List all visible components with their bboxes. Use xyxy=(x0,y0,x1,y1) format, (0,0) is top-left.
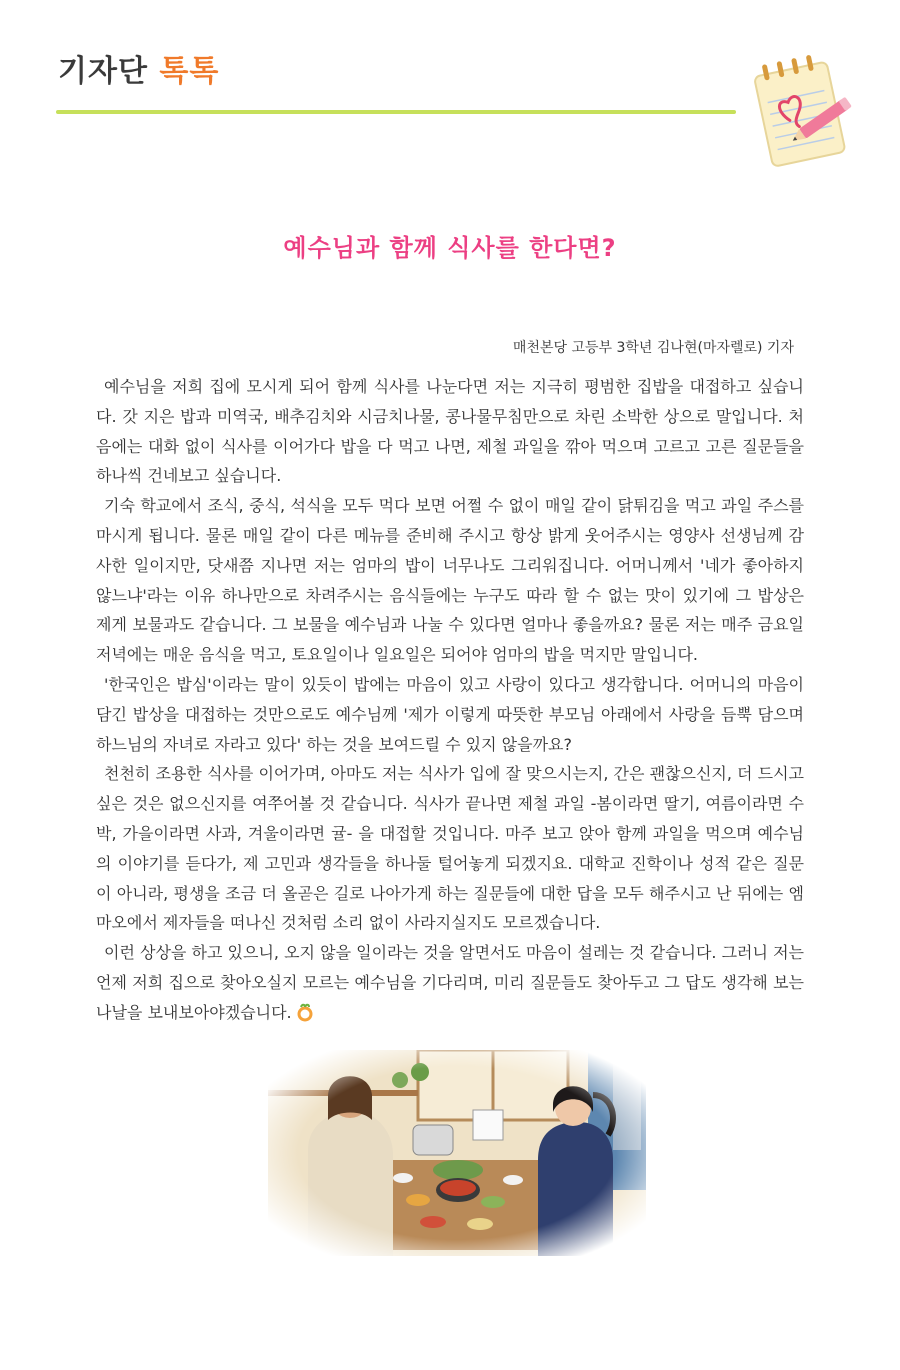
article-byline: 매천본당 고등부 3학년 김나현(마자렐로) 기자 xyxy=(512,340,794,356)
end-mark-icon xyxy=(295,1003,315,1023)
article-paragraph: 기숙 학교에서 조식, 중식, 석식을 모두 먹다 보면 어쩔 수 없이 매일 같이 닭튀김을 먹고 과일 주스를 마시게 됩니다. 물론 매일 같이 다른 메뉴를 준비해 주시고 항상 밝게 웃어주시는 영양사 선생님께 감사한 일이지만, 닷새쯤 지나면 저는 엄마의 밥이 너무나도 그리워집니다. 어머니께서 '네가 좋아하지 않느냐'라는 이유 하나만으로 차려주시는 음식들에는 누구도 따라 할 수 없는 맛이 있기에 그 밥상은 제게 보물과도 같습니다. 그 보물을 예수님과 나눌 수 있다면 얼마나 좋을까요? 물론 저는 매주 금요일 저녁에는 매운 음식을 먹고, 토요일이나 일요일은 되어야 엄마의 밥을 먹지만 말입니다. xyxy=(96,496,804,665)
article-paragraph: '한국인은 밥심'이라는 말이 있듯이 밥에는 마음이 있고 사랑이 있다고 생각합니다. 어머니의 마음이 담긴 밥상을 대접하는 것만으로도 예수님께 '제가 이렇게 따뜻한 부모님 아래에서 사랑을 듬뿍 담으며 하느님의 자녀로 자라고 있다' 하는 것을 보여드릴 수 있지 않을까요? xyxy=(96,674,804,754)
article-paragraph: 천천히 조용한 식사를 이어가며, 아마도 저는 식사가 입에 잘 맞으시는지, 간은 괜찮으신지, 더 드시고 싶은 것은 없으신지를 여쭈어볼 것 같습니다. 식사가 끝나면 제철 과일 -봄이라면 딸기, 여름이라면 수박, 가을이라면 사과, 겨울이라면 귤- 을 대접할 것입니다. 마주 보고 앉아 함께 과일을 먹으며 예수님의 이야기를 듣다가, 제 고민과 생각들을 하나둘 털어놓게 되겠지요. 대학교 진학이나 성적 같은 질문이 아니라, 평생을 조금 더 올곧은 길로 나아가게 하는 질문들에 대한 답을 모두 해주시고 난 뒤에는 엠마오에서 제자들을 떠나신 것처럼 소리 없이 사라지실지도 모르겠습니다. xyxy=(96,764,804,933)
article-paragraph-last xyxy=(96,938,804,1027)
section-title-main: 기자단 xyxy=(58,54,148,89)
section-title xyxy=(58,46,219,90)
article-body xyxy=(96,372,804,1028)
article-paragraph-text: 이런 상상을 하고 있으니, 오지 않을 일이라는 것을 알면서도 마음이 설레는 것 같습니다. 그러니 저는 언제 저희 집으로 찾아오실지 모르는 예수님을 기다리며, 미리 질문들도 찾아두고 그 답도 생각해 보는 나날을 보내보아야겠습니다. xyxy=(96,943,804,1022)
dinner-table-illustration xyxy=(268,1050,646,1256)
article-title: 예수님과 함께 식사를 한다면? xyxy=(283,234,617,262)
article-paragraph: 예수님을 저희 집에 모시게 되어 함께 식사를 나눈다면 저는 지극히 평범한 집밥을 대접하고 싶습니다. 갓 지은 밥과 미역국, 배추김치와 시금치나물, 콩나물무침만으로 차린 소박한 상으로 말입니다. 처음에는 대화 없이 식사를 이어가다 밥을 다 먹고 나면, 제철 과일을 깎아 먹으며 고르고 고른 질문들을 하나씩 건네보고 싶습니다. xyxy=(96,377,804,486)
notepad-pencil-heart-icon xyxy=(750,45,860,170)
section-title-accent: 톡톡 xyxy=(159,54,220,89)
header-divider xyxy=(56,110,736,114)
